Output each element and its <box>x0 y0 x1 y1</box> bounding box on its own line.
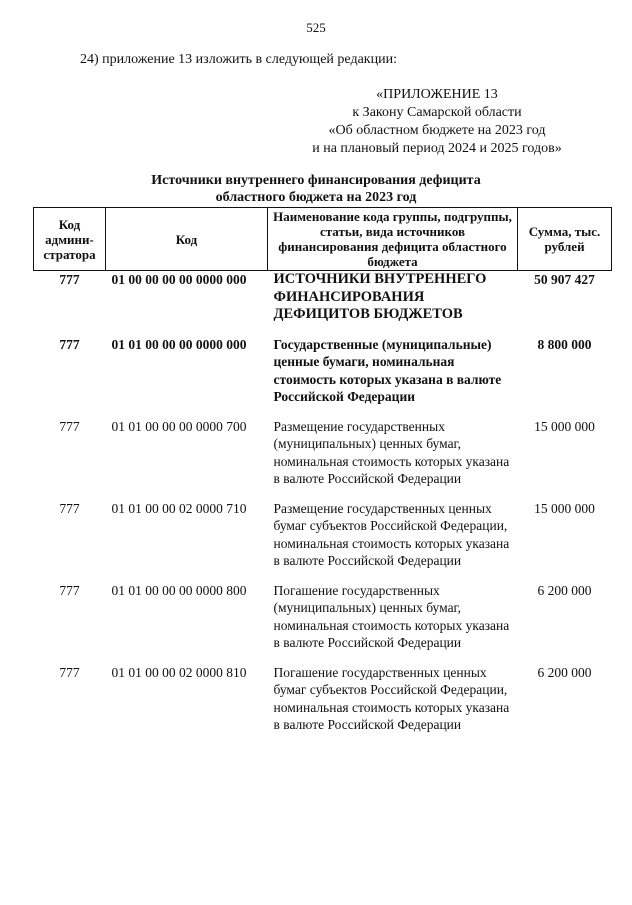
header-amount: Сумма, тыс. рублей <box>518 208 612 271</box>
intro-text: 24) приложение 13 изложить в следующей редакции: <box>80 52 397 67</box>
table-title-line-1: Источники внутреннего финансирования дефицита <box>151 173 481 188</box>
cell-name: ИСТОЧНИКИ ВНУТРЕННЕГО ФИНАНСИРОВАНИЯ ДЕФИЦИТОВ БЮДЖЕТОВ <box>273 271 487 322</box>
financing-sources-table <box>33 207 612 746</box>
cell-amount: 15 000 000 <box>534 500 595 516</box>
cell-code: 01 01 00 00 00 0000 000 <box>111 336 247 352</box>
cell-admin: 777 <box>59 582 80 598</box>
appendix-line-1: «ПРИЛОЖЕНИЕ 13 <box>376 87 498 102</box>
cell-name: Размещение государственных (муниципальных) ценных бумаг, номинальная стоимость которых указана в валюте Российской Федерации <box>273 418 510 486</box>
table-title-line-2: областного бюджета на 2023 год <box>215 190 417 205</box>
table-row <box>34 664 612 746</box>
cell-name: Погашение государственных ценных бумаг субъектов Российской Федерации, номинальная стоимость которых указана в валюте Российской Федерации <box>273 664 510 732</box>
header-admin: Код админи-стратора <box>34 208 106 271</box>
cell-admin: 777 <box>59 664 80 680</box>
cell-admin: 777 <box>59 418 80 434</box>
cell-name: Погашение государственных (муниципальных) ценных бумаг, номинальная стоимость которых указана в валюте Российской Федерации <box>273 582 510 650</box>
table-header-row <box>34 208 612 271</box>
cell-admin: 777 <box>59 336 80 352</box>
table-row <box>34 336 612 418</box>
table-title <box>0 172 632 206</box>
header-name: Наименование кода группы, подгруппы, статьи, вида источников финансирования дефицита областного бюджета <box>268 208 518 271</box>
table-row <box>34 271 612 336</box>
appendix-line-3: «Об областном бюджете на 2023 год <box>328 123 546 138</box>
cell-code: 01 01 00 00 00 0000 700 <box>111 418 247 434</box>
table-row <box>34 582 612 664</box>
cell-amount: 6 200 000 <box>537 582 592 598</box>
appendix-block <box>272 86 602 158</box>
cell-amount: 8 800 000 <box>537 336 592 352</box>
cell-code: 01 01 00 00 02 0000 810 <box>111 664 247 680</box>
table-row <box>34 418 612 500</box>
cell-code: 01 01 00 00 02 0000 710 <box>111 500 247 516</box>
cell-code: 01 00 00 00 00 0000 000 <box>111 272 247 287</box>
cell-name: Государственные (муниципальные) ценные бумаги, номинальная стоимость которых указана в валюте Российской Федерации <box>273 336 502 404</box>
header-code: Код <box>106 208 268 271</box>
table-row <box>34 500 612 582</box>
cell-name: Размещение государственных ценных бумаг субъектов Российской Федерации, номинальная стоимость которых указана в валюте Российской Федерации <box>273 500 510 568</box>
cell-amount: 15 000 000 <box>534 418 595 434</box>
cell-admin: 777 <box>59 500 80 516</box>
appendix-line-4: и на плановый период 2024 и 2025 годов» <box>312 141 562 156</box>
cell-admin: 777 <box>59 272 80 287</box>
cell-code: 01 01 00 00 00 0000 800 <box>111 582 247 598</box>
page-number: 525 <box>306 20 326 35</box>
cell-amount: 6 200 000 <box>537 664 592 680</box>
appendix-line-2: к Закону Самарской области <box>352 105 522 120</box>
cell-amount: 50 907 427 <box>534 272 595 287</box>
